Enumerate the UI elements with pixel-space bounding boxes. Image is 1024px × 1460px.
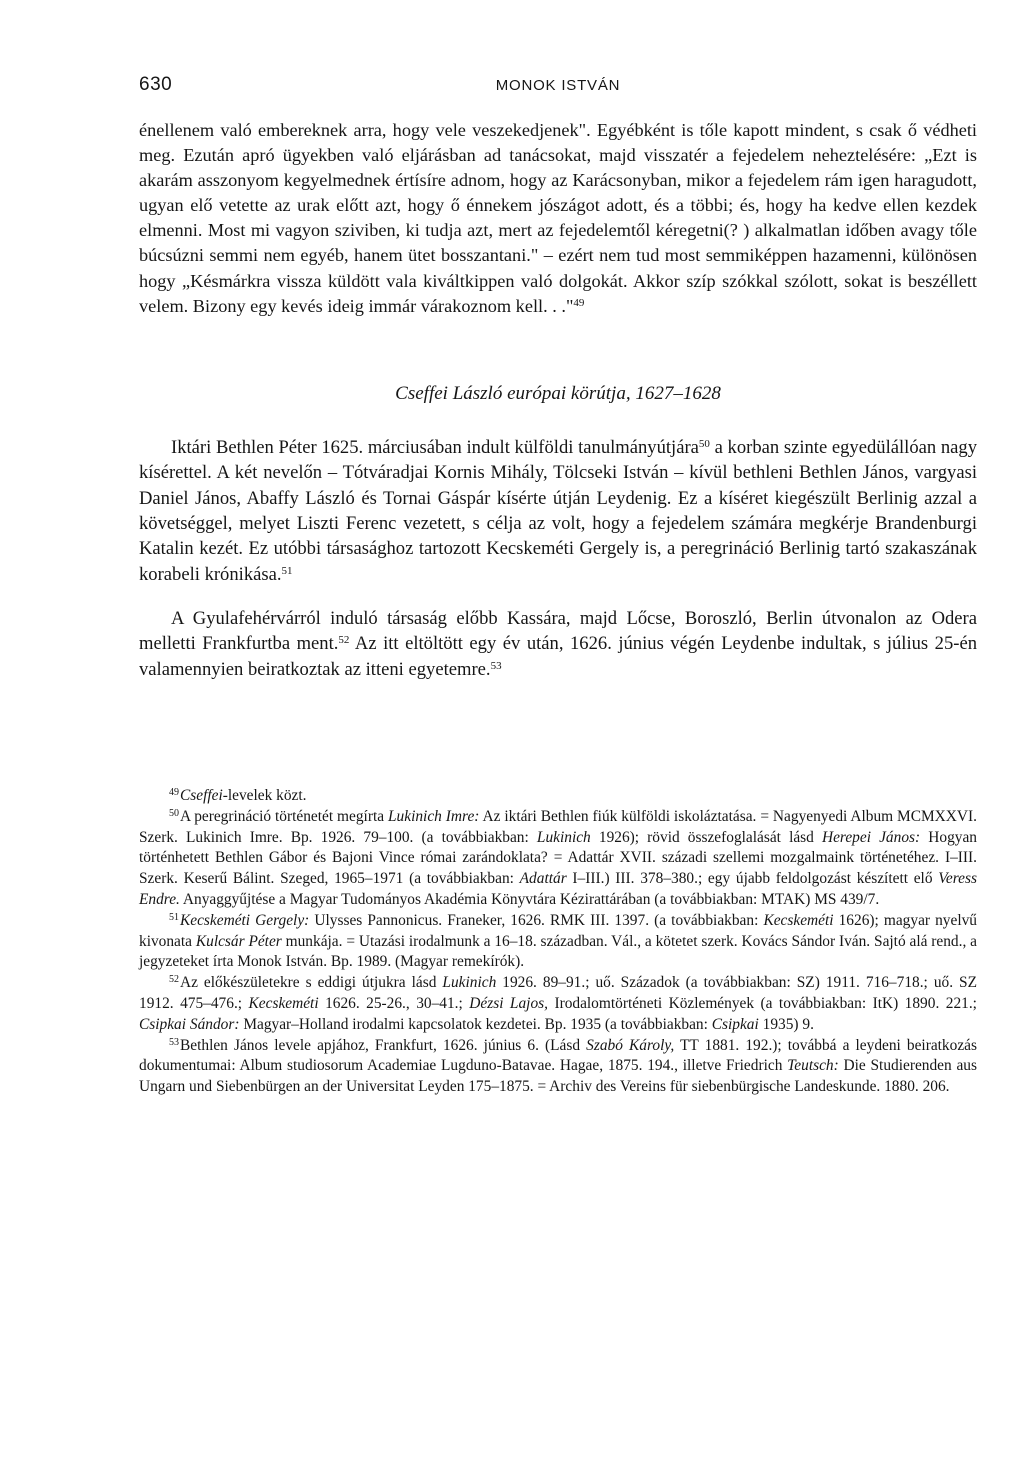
footnote-italic: Dézsi Lajos, <box>469 994 548 1012</box>
paragraph-text: a korban szinte egyedülállóan nagy kísérettel. A két nevelőn – Tótváradjai Kornis Mihály, Tölcseki István – kívül bethleni Bethlen János, vargyasi Daniel János, Abaffy László és Tornai Gáspár kísérte útján Leydenig. Ez a kíséret kiegészült Berlinig azzal a követséggel, melyet Liszti Ferenc vezetett, s célja az volt, hogy a fejedelem számára megkérje Brandenburgi Katalin kezét. Ez utóbbi társasághoz tartozott Kecskeméti Gergely is, a peregrináció Berlinig tartó szakaszának korabeli krónikása. <box>139 436 977 585</box>
page-number: 630 <box>139 74 173 95</box>
footnote-italic: Lukinich <box>442 974 497 992</box>
running-head: MONOK ISTVÁN <box>495 77 621 94</box>
footnote-ref-53[interactable]: 53 <box>490 659 502 672</box>
footnote-number: 51 <box>169 911 179 923</box>
footnote-italic: Veress Endre. <box>139 870 977 908</box>
footnote-italic: Kecskeméti Gergely: <box>180 911 310 929</box>
footnote-text: -levelek közt. <box>222 787 307 804</box>
footnote-ref-49[interactable]: 49 <box>573 296 585 309</box>
footnote-text: Hogyan történhetett Bethlen Gábor és Bajoni Vince római zarándoklata? = Adattár XVII. századi szellemi mozgalmaink történetéhez. I–III. Szerk. Keserű Bálint. Szeged, 1965–1971 (a továbbiakban: <box>139 828 977 888</box>
footnote-number: 49 <box>169 787 179 798</box>
footnote-text: Az iktári Bethlen fiúk külföldi iskoláztatása. = Nagyenyedi Album MCMXXVI. Szerk. Lukinich Imre. Bp. 1926. 79–100. (a továbbiakban: <box>139 807 977 846</box>
quote-text <box>139 118 977 319</box>
footnote-text: Magyar–Holland irodalmi kapcsolatok kezdetei. Bp. 1935 (a továbbiakban: <box>239 1015 712 1033</box>
section-paragraph-1 <box>139 435 977 587</box>
footnote-52 <box>139 973 977 1035</box>
paragraph-text: Az itt eltöltött egy év után, 1626. június végén Leydenbe indultak, s július 25-én valamennyien beiratkoztak az itteni egyetemre. <box>139 633 978 680</box>
paragraph-text: Iktári Bethlen Péter 1625. márciusában indult külföldi tanulmányútjára <box>171 436 699 458</box>
footnote-italic: Lukinich Imre: <box>388 807 480 825</box>
footnote-italic: Szabó Károly, <box>586 1036 675 1054</box>
footnote-text: 1626); magyar nyelvű kivonata <box>139 911 978 950</box>
section-body <box>139 435 977 682</box>
footnote-53 <box>139 1036 977 1098</box>
footnote-text: munkája. = Utazási irodalmunk a 16–18. században. Vál., a kötetet szerk. Kovács Sándor Iván. Sajtó alá rend., a jegyzeteket írta Monok István. Bp. 1989. (Magyar remekírók). <box>139 932 978 971</box>
footnote-italic: Lukinich <box>536 828 591 846</box>
footnote-number: 52 <box>169 974 179 986</box>
footnote-text: 1926. 89–91.; uő. Századok (a továbbiakban: SZ) 1911. 716–718.; uő. SZ 1912. 475–476.; <box>139 974 977 1012</box>
footnote-italic: Csipkai Sándor: <box>139 1015 240 1033</box>
footnote-ref-50[interactable]: 50 <box>698 437 710 450</box>
footnote-text: I–III.) III. 378–380.; egy újabb feldolgozást készített elő <box>566 870 939 888</box>
footnote-italic: Kecskeméti <box>248 994 319 1012</box>
footnote-text: 1935) 9. <box>758 1015 814 1033</box>
footnote-ref-52[interactable]: 52 <box>338 634 350 647</box>
section-title: Cseffei László európai körútja, 1627–1628 <box>395 382 721 404</box>
footnote-text: 1626. 25-26., 30–41.; <box>318 994 470 1012</box>
page <box>139 74 977 1098</box>
section-paragraph-2 <box>139 606 977 682</box>
footnote-text: A peregrináció történetét megírta <box>180 807 388 825</box>
quote-body: énellenem való embereknek arra, hogy vele veszekedjenek". Egyébként is tőle kapott mindent, s csak ő védheti meg. Ezután apró ügyekben való eljárásban ad tanácsokat, majd visszatér a fejedelem neheztelésére: „Ezt is akarám asszonyom kegyelmednek értísíre adnom, hogy az Karácsonyban, mikor a fejedelem rám igen haragudott, ugyan elő vetette az urak előtt azt, hogy ő énnekem jószágot adott, és a többi; és, hogy ha kedve ellen kezdek elmenni. Most mi vagyon sziviben, ki tudja azt, mert az fejedelemtől kéregetni(? ) alkalmatlan időben avagy tőle búcsúzni semmi nem egyéb, hanem ütet bosszantani." – ezért nem tud most semmiképpen hazamenni, különösen hogy „Késmárkra vissza küldött vala kiváltkippen való dolgokát. Akkor szíp szókkal szólott, sokat is beszéllett velem. Bizony egy kevés ideig immár várakoznom kell. . ." <box>139 120 977 316</box>
footnote-italic: Kulcsár Péter <box>195 932 282 950</box>
footnote-italic: Adattár <box>519 870 567 888</box>
footnote-text: Die Studierenden aus Ungarn und Siebenbürgen an der Universitat Leyden 175–1875. = Archiv des Vereins für siebenbürgische Landeskunde. 1880. 206. <box>139 1057 977 1096</box>
footnote-51 <box>139 911 977 973</box>
footnote-number: 50 <box>169 807 179 819</box>
footnote-ref-51[interactable]: 51 <box>281 564 293 577</box>
quote-paragraph <box>139 118 977 319</box>
footnote-text: TT 1881. 192.); továbbá a leydeni beiratkozás dokumentumai: Album studiosorum Academiae Lugduno-Batavae. Hagae, 1875. 194., illetve Friedrich <box>139 1036 977 1075</box>
footnote-50 <box>139 807 977 911</box>
footnote-italic: Herepei János: <box>821 828 921 846</box>
footnote-italic: Csipkai <box>711 1015 759 1033</box>
footnote-italic: Teutsch: <box>787 1057 839 1075</box>
footnote-text: Az előkészületekre s eddigi útjukra lásd <box>180 974 443 992</box>
footnote-number: 53 <box>169 1036 179 1048</box>
paragraph-text: A Gyulafehérvárról induló társaság előbb Kassára, majd Lőcse, Boroszló, Berlin útvonalon az Odera melletti Frankfurtba ment. <box>139 607 977 655</box>
footnote-italic: Kecskeméti <box>763 911 834 929</box>
footnote-text: 1926); rövid összefoglalását lásd <box>590 828 822 846</box>
footnote-text: Irodalomtörténeti Közlemények (a továbbiakban: ItK) 1890. 221.; <box>547 994 977 1012</box>
footnote-italic: Cseffei <box>180 787 223 804</box>
footnote-text: Bethlen János levele apjához, Frankfurt, 1626. június 6. (Lásd <box>180 1036 587 1054</box>
footnote-49 <box>139 786 977 807</box>
footnote-text: Anyaggyűjtése a Magyar Tudományos Akadémia Könyvtára Kézirattárában (a továbbiakban: MTAK) MS 439/7. <box>179 890 880 908</box>
page-header <box>139 74 977 118</box>
footnotes <box>139 786 977 1098</box>
footnote-text: Ulysses Pannonicus. Franeker, 1626. RMK III. 1397. (a továbbiakban: <box>309 911 764 929</box>
